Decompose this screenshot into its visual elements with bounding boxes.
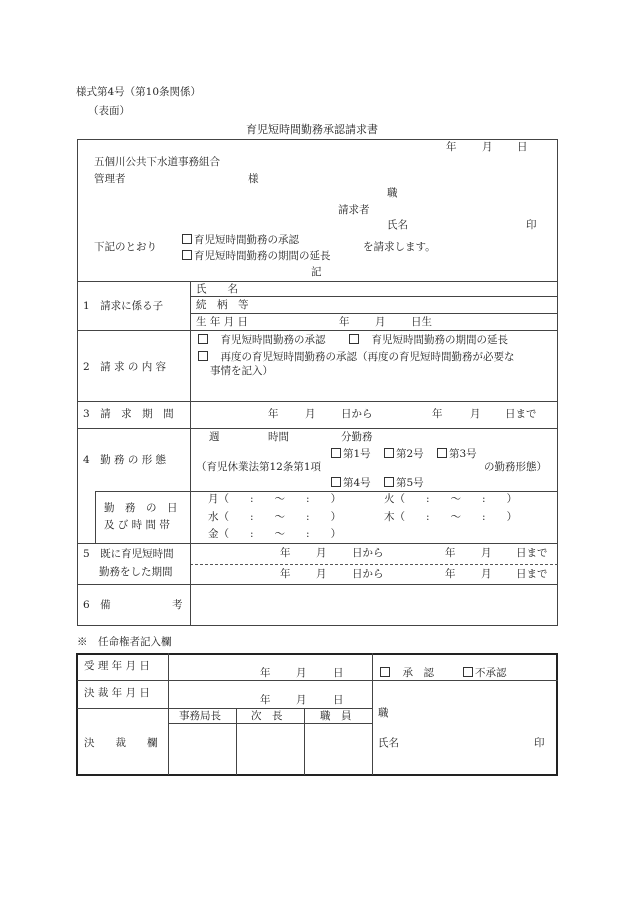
- decision-date-label: 決 裁 年 月 日: [84, 687, 150, 699]
- prior-period2-end-year: 年: [445, 568, 456, 580]
- receipt-date-label: 受 理 年 月 日: [84, 660, 150, 672]
- weekly-label: 週: [209, 431, 220, 443]
- approval-column-label: 決 裁 欄: [84, 737, 158, 749]
- seal-mark: 印: [526, 219, 537, 231]
- decision-year: 年: [260, 694, 271, 706]
- checkbox-icon[interactable]: [349, 334, 359, 344]
- checkbox-icon[interactable]: [198, 334, 208, 344]
- section5-label-line2: 勤務をした期間: [99, 566, 173, 578]
- organization-name: 五個川公共下水道事務組合: [94, 156, 220, 168]
- requester-position: 職: [387, 187, 398, 199]
- prior-period2-start-month: 月: [316, 568, 327, 580]
- pattern-no1[interactable]: [331, 448, 371, 460]
- birth-day: 日生: [411, 316, 432, 328]
- pattern-no5-label: 第5号: [396, 477, 424, 489]
- checkbox-icon[interactable]: [463, 667, 473, 677]
- work-days-label: 勤 務 の 日: [104, 502, 178, 514]
- prior-period1-start-day: 日から: [352, 547, 384, 559]
- section3-label: 3 請 求 期 間: [83, 408, 174, 420]
- prior-period1-start-month: 月: [316, 547, 327, 559]
- prior-period1-start-year: 年: [280, 547, 291, 559]
- appointer-seal: 印: [534, 737, 545, 749]
- section6-label-a: 6 備: [83, 599, 111, 611]
- period-start-day: 日から: [341, 408, 373, 420]
- checkbox-icon[interactable]: [384, 448, 394, 458]
- option-extension-label: 育児短時間勤務の期間の延長: [194, 250, 331, 262]
- period-end-year: 年: [432, 408, 443, 420]
- checkbox-icon[interactable]: [198, 351, 208, 361]
- content-option-approval-label: 育児短時間勤務の承認: [220, 334, 326, 346]
- prior-period1-end-year: 年: [445, 547, 456, 559]
- section5-label-line1: 5 既に育児短時間: [83, 548, 174, 560]
- period-end-month: 月: [470, 408, 481, 420]
- section1-label: 1 請求に係る子: [83, 300, 164, 312]
- tuesday-hours[interactable]: 火（ : 〜 : ）: [384, 493, 518, 505]
- pattern-no4-label: 第4号: [343, 477, 371, 489]
- prior-period2-start-day: 日から: [352, 568, 384, 580]
- receipt-year: 年: [260, 667, 271, 679]
- work-hours-label: 及 び 時 間 帯: [104, 519, 170, 531]
- child-name-label: 氏 名: [196, 283, 238, 295]
- chief-header: 事務局長: [179, 710, 221, 722]
- content-option-extension-label: 育児短時間勤務の期間の延長: [371, 334, 508, 346]
- checkbox-icon[interactable]: [437, 448, 447, 458]
- date-month: 月: [482, 141, 493, 153]
- addressee-title: 管理者: [94, 173, 126, 185]
- content-option-reapproval-note: 事情を記入）: [210, 365, 273, 377]
- period-start-month: 月: [305, 408, 316, 420]
- pattern-no2[interactable]: [384, 448, 424, 460]
- prior-period1-end-day: 日まで: [516, 547, 548, 559]
- request-verb: を請求します。: [363, 241, 436, 253]
- checkbox-icon[interactable]: [380, 667, 390, 677]
- content-option-reapproval-label: 再度の育児短時間勤務の承認（再度の育児短時間勤務が必要な: [220, 351, 515, 363]
- child-birth-label: 生 年 月 日: [196, 316, 249, 328]
- receipt-month: 月: [296, 667, 307, 679]
- minutes-label: 分勤務: [341, 431, 373, 443]
- birth-year: 年: [339, 316, 350, 328]
- wednesday-hours[interactable]: 水（ : 〜 : ）: [208, 511, 342, 523]
- prior-period2-end-month: 月: [481, 568, 492, 580]
- section4-label: 4 勤 務 の 形 態: [83, 454, 167, 466]
- checkbox-icon[interactable]: [331, 477, 341, 487]
- period-start-year: 年: [268, 408, 279, 420]
- requester-label: 請求者: [338, 204, 370, 216]
- receipt-day: 日: [333, 667, 344, 679]
- checkbox-icon[interactable]: [384, 477, 394, 487]
- monday-hours[interactable]: 月（ : 〜 : ）: [208, 493, 342, 505]
- request-intro: 下記のとおり: [94, 241, 157, 253]
- content-option-approval[interactable]: [198, 334, 326, 346]
- pattern-no2-label: 第2号: [396, 448, 424, 460]
- document-title: 育児短時間勤務承認請求書: [246, 123, 378, 136]
- law-reference: （育児休業法第12条第1項: [196, 461, 322, 473]
- pattern-no5[interactable]: [384, 477, 424, 489]
- disapprove-option-label: 不承認: [475, 667, 507, 679]
- prior-period2-end-day: 日まで: [516, 568, 548, 580]
- date-year: 年: [446, 141, 457, 153]
- pattern-no3[interactable]: [437, 448, 477, 460]
- child-relation-label: 続 柄 等: [196, 299, 249, 311]
- content-option-extension[interactable]: [349, 334, 508, 346]
- honorific: 様: [248, 173, 259, 185]
- option-approval[interactable]: [182, 234, 299, 246]
- content-option-reapproval[interactable]: [198, 351, 515, 363]
- work-pattern-label: の勤務形態）: [484, 461, 547, 473]
- ki-marker: 記: [311, 266, 322, 278]
- form-side: （表面）: [88, 105, 130, 117]
- requester-name-label: 氏名: [387, 219, 408, 231]
- section6-label-b: 考: [172, 599, 183, 611]
- period-end-day: 日まで: [505, 408, 537, 420]
- appointer-position-label: 職: [378, 707, 389, 719]
- date-day: 日: [517, 141, 528, 153]
- decision-month: 月: [296, 694, 307, 706]
- pattern-no3-label: 第3号: [449, 448, 477, 460]
- decision-day: 日: [333, 694, 344, 706]
- checkbox-icon[interactable]: [331, 448, 341, 458]
- section2-label: 2 請 求 の 内 容: [83, 361, 167, 373]
- prior-period2-start-year: 年: [280, 568, 291, 580]
- thursday-hours[interactable]: 木（ : 〜 : ）: [384, 511, 518, 523]
- approve-option[interactable]: [380, 667, 434, 679]
- form-number: 様式第4号（第10条関係）: [76, 86, 202, 98]
- appointer-heading: ※ 任命権者記入欄: [77, 636, 172, 648]
- deputy-header: 次 長: [251, 710, 283, 722]
- birth-month: 月: [375, 316, 386, 328]
- appointer-name-label: 氏名: [378, 737, 399, 749]
- prior-period1-end-month: 月: [481, 547, 492, 559]
- option-approval-label: 育児短時間勤務の承認: [194, 234, 299, 246]
- approve-option-label: 承 認: [402, 667, 434, 679]
- pattern-no4[interactable]: [331, 477, 371, 489]
- checkbox-icon[interactable]: [182, 250, 192, 260]
- disapprove-option[interactable]: [463, 667, 507, 679]
- friday-hours[interactable]: 金（ : 〜 : ）: [208, 528, 342, 540]
- pattern-no1-label: 第1号: [343, 448, 371, 460]
- checkbox-icon[interactable]: [182, 234, 192, 244]
- hours-label: 時間: [268, 431, 289, 443]
- option-extension[interactable]: [182, 250, 331, 262]
- staff-header: 職 員: [320, 710, 352, 722]
